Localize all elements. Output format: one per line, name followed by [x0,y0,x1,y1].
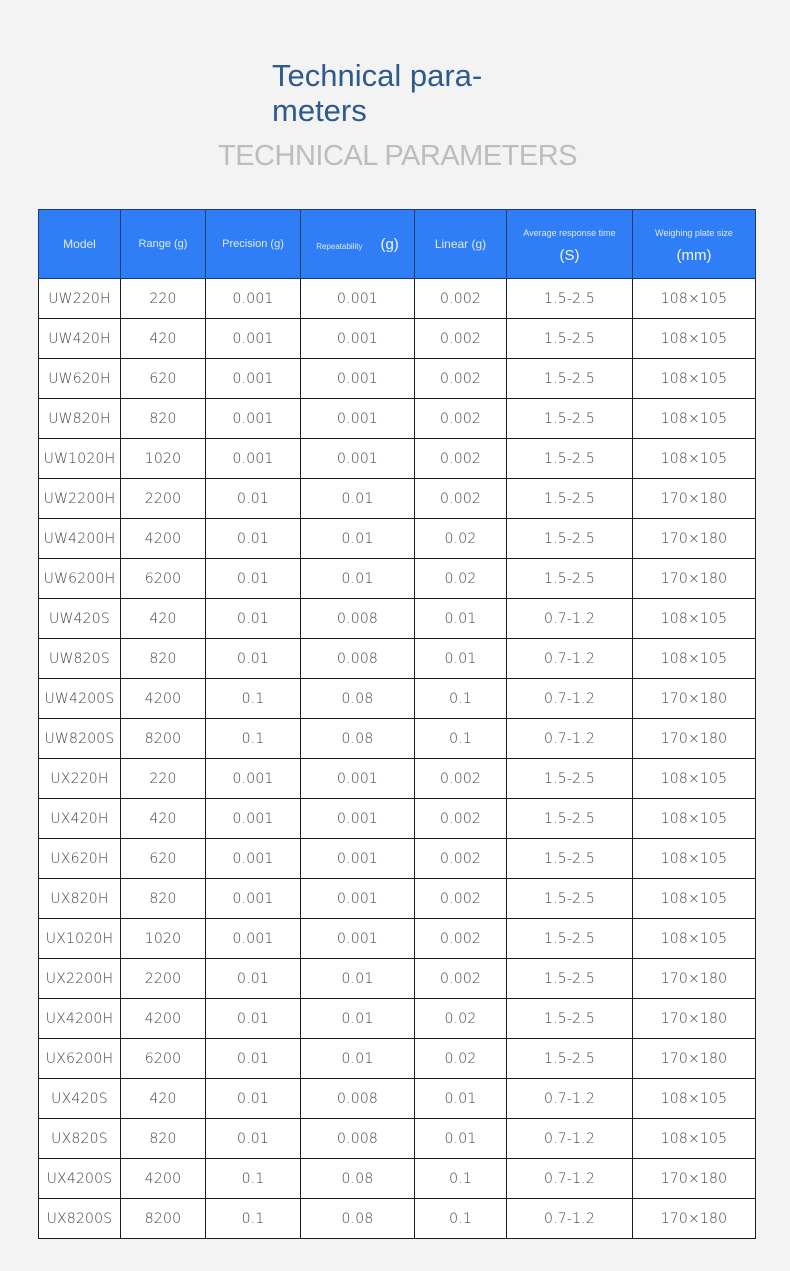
cell-range: 2200 [121,959,206,999]
cell-precision: 0.001 [206,399,301,439]
cell-plate-size: 108×105 [633,399,756,439]
table-row [39,319,756,359]
table-row [39,599,756,639]
header-plate-size-unit: (mm) [676,246,712,264]
cell-repeatability: 0.01 [301,479,415,519]
cell-linear: 0.01 [415,599,507,639]
cell-response-time: 0.7-1.2 [507,1199,633,1239]
cell-linear: 0.1 [415,1199,507,1239]
table-row [39,639,756,679]
cell-range: 420 [121,599,206,639]
table-row [39,559,756,599]
table-row [39,799,756,839]
cell-response-time: 0.7-1.2 [507,1079,633,1119]
table-row [39,1039,756,1079]
table-row [39,679,756,719]
cell-plate-size: 108×105 [633,279,756,319]
cell-linear: 0.002 [415,839,507,879]
cell-model: UX620H [39,839,121,879]
header-response-time-unit: (S) [559,246,580,264]
cell-linear: 0.002 [415,879,507,919]
table-row [39,719,756,759]
cell-plate-size: 108×105 [633,1119,756,1159]
cell-model: UW420H [39,319,121,359]
cell-repeatability: 0.001 [301,839,415,879]
cell-range: 1020 [121,919,206,959]
cell-model: UX8200S [39,1199,121,1239]
cell-model: UW420S [39,599,121,639]
cell-repeatability: 0.008 [301,599,415,639]
cell-precision: 0.01 [206,639,301,679]
header-plate-size-label: Weighing plate size [655,227,733,238]
cell-repeatability: 0.008 [301,1119,415,1159]
table-row [39,279,756,319]
cell-precision: 0.001 [206,759,301,799]
cell-response-time: 0.7-1.2 [507,599,633,639]
table-row [39,1079,756,1119]
cell-model: UX1020H [39,919,121,959]
cell-plate-size: 170×180 [633,479,756,519]
cell-range: 820 [121,399,206,439]
header-response-time [507,210,633,279]
cell-linear: 0.002 [415,359,507,399]
cell-repeatability: 0.08 [301,679,415,719]
cell-plate-size: 108×105 [633,839,756,879]
cell-model: UW1020H [39,439,121,479]
cell-precision: 0.001 [206,439,301,479]
cell-precision: 0.1 [206,1159,301,1199]
table-row [39,959,756,999]
cell-linear: 0.1 [415,1159,507,1199]
page-title [272,58,532,128]
cell-precision: 0.001 [206,839,301,879]
header-response-time-label: Average response time [523,227,616,238]
cell-linear: 0.002 [415,919,507,959]
cell-range: 420 [121,1079,206,1119]
cell-linear: 0.01 [415,1119,507,1159]
table-row [39,439,756,479]
cell-precision: 0.001 [206,279,301,319]
cell-precision: 0.01 [206,999,301,1039]
cell-model: UW820H [39,399,121,439]
cell-plate-size: 170×180 [633,1199,756,1239]
cell-range: 4200 [121,1159,206,1199]
table-body [39,279,756,1239]
cell-linear: 0.002 [415,279,507,319]
cell-repeatability: 0.001 [301,919,415,959]
cell-response-time: 1.5-2.5 [507,359,633,399]
cell-range: 620 [121,359,206,399]
cell-model: UX4200S [39,1159,121,1199]
cell-precision: 0.01 [206,959,301,999]
cell-precision: 0.001 [206,919,301,959]
cell-precision: 0.1 [206,1199,301,1239]
cell-response-time: 1.5-2.5 [507,439,633,479]
cell-range: 820 [121,1119,206,1159]
cell-linear: 0.002 [415,399,507,439]
cell-response-time: 1.5-2.5 [507,519,633,559]
cell-range: 4200 [121,519,206,559]
header-repeatability-unit: (g) [380,235,399,253]
cell-model: UW8200S [39,719,121,759]
cell-range: 820 [121,879,206,919]
cell-response-time: 1.5-2.5 [507,479,633,519]
cell-model: UX220H [39,759,121,799]
header-model-label: Model [63,237,96,251]
cell-plate-size: 170×180 [633,1039,756,1079]
table-row [39,1119,756,1159]
cell-plate-size: 108×105 [633,879,756,919]
page-title-line-1: Technical para- [272,58,483,93]
cell-model: UX2200H [39,959,121,999]
cell-plate-size: 108×105 [633,599,756,639]
table-row [39,919,756,959]
cell-model: UX4200H [39,999,121,1039]
table-row [39,519,756,559]
table-row [39,999,756,1039]
cell-repeatability: 0.01 [301,519,415,559]
cell-plate-size: 170×180 [633,959,756,999]
cell-precision: 0.1 [206,679,301,719]
table-header [39,210,756,279]
cell-range: 8200 [121,719,206,759]
cell-precision: 0.01 [206,1079,301,1119]
cell-repeatability: 0.001 [301,359,415,399]
cell-precision: 0.001 [206,799,301,839]
cell-repeatability: 0.08 [301,1199,415,1239]
cell-plate-size: 170×180 [633,559,756,599]
header-repeatability-label: Repeatability [316,241,363,251]
cell-model: UX6200H [39,1039,121,1079]
cell-precision: 0.01 [206,479,301,519]
cell-response-time: 1.5-2.5 [507,959,633,999]
cell-linear: 0.02 [415,999,507,1039]
cell-linear: 0.01 [415,1079,507,1119]
header-repeatability [301,210,415,279]
cell-plate-size: 170×180 [633,999,756,1039]
cell-range: 2200 [121,479,206,519]
cell-repeatability: 0.08 [301,719,415,759]
cell-model: UX420S [39,1079,121,1119]
cell-repeatability: 0.001 [301,319,415,359]
header-model [39,210,121,279]
table-row [39,359,756,399]
cell-model: UW2200H [39,479,121,519]
cell-response-time: 0.7-1.2 [507,639,633,679]
header-range-label: Range (g) [138,238,188,250]
cell-plate-size: 108×105 [633,919,756,959]
cell-response-time: 0.7-1.2 [507,1159,633,1199]
cell-response-time: 1.5-2.5 [507,559,633,599]
page-title-line-2: meters [272,93,367,128]
cell-range: 6200 [121,1039,206,1079]
cell-repeatability: 0.001 [301,279,415,319]
cell-model: UW4200H [39,519,121,559]
cell-plate-size: 170×180 [633,719,756,759]
cell-plate-size: 108×105 [633,639,756,679]
cell-range: 420 [121,799,206,839]
cell-repeatability: 0.01 [301,959,415,999]
cell-range: 420 [121,319,206,359]
cell-repeatability: 0.001 [301,399,415,439]
header-row [39,210,756,279]
parameters-table [38,209,756,1239]
cell-plate-size: 108×105 [633,319,756,359]
table-row [39,1199,756,1239]
cell-model: UW220H [39,279,121,319]
cell-plate-size: 170×180 [633,679,756,719]
header-precision [206,210,301,279]
page-subtitle: TECHNICAL PARAMETERS [218,140,577,172]
cell-precision: 0.01 [206,519,301,559]
cell-linear: 0.1 [415,679,507,719]
table-row [39,879,756,919]
cell-linear: 0.002 [415,759,507,799]
cell-model: UW4200S [39,679,121,719]
cell-repeatability: 0.008 [301,639,415,679]
cell-repeatability: 0.08 [301,1159,415,1199]
cell-plate-size: 108×105 [633,1079,756,1119]
cell-range: 1020 [121,439,206,479]
cell-precision: 0.001 [206,879,301,919]
cell-response-time: 0.7-1.2 [507,1119,633,1159]
cell-range: 4200 [121,999,206,1039]
cell-response-time: 1.5-2.5 [507,399,633,439]
cell-model: UW820S [39,639,121,679]
header-plate-size [633,210,756,279]
cell-linear: 0.01 [415,639,507,679]
cell-linear: 0.002 [415,959,507,999]
cell-repeatability: 0.001 [301,799,415,839]
cell-range: 4200 [121,679,206,719]
cell-precision: 0.01 [206,559,301,599]
cell-precision: 0.01 [206,1119,301,1159]
cell-model: UW620H [39,359,121,399]
header-precision-label: Precision (g) [222,238,284,250]
table-row [39,839,756,879]
cell-range: 820 [121,639,206,679]
table-row [39,1159,756,1199]
cell-plate-size: 108×105 [633,799,756,839]
cell-response-time: 1.5-2.5 [507,319,633,359]
cell-response-time: 1.5-2.5 [507,999,633,1039]
cell-response-time: 1.5-2.5 [507,799,633,839]
cell-linear: 0.002 [415,319,507,359]
cell-linear: 0.02 [415,519,507,559]
cell-range: 8200 [121,1199,206,1239]
cell-plate-size: 108×105 [633,439,756,479]
cell-response-time: 1.5-2.5 [507,759,633,799]
cell-precision: 0.01 [206,599,301,639]
table-row [39,399,756,439]
cell-response-time: 0.7-1.2 [507,679,633,719]
cell-linear: 0.1 [415,719,507,759]
cell-response-time: 0.7-1.2 [507,719,633,759]
cell-plate-size: 108×105 [633,359,756,399]
cell-model: UW6200H [39,559,121,599]
cell-repeatability: 0.001 [301,759,415,799]
cell-response-time: 1.5-2.5 [507,919,633,959]
table-row [39,759,756,799]
table-row [39,479,756,519]
cell-repeatability: 0.01 [301,559,415,599]
cell-range: 220 [121,759,206,799]
cell-precision: 0.01 [206,1039,301,1079]
header-linear-label: Linear (g) [434,237,487,251]
cell-range: 6200 [121,559,206,599]
cell-repeatability: 0.001 [301,879,415,919]
cell-response-time: 1.5-2.5 [507,1039,633,1079]
cell-linear: 0.002 [415,439,507,479]
cell-plate-size: 108×105 [633,759,756,799]
cell-repeatability: 0.01 [301,1039,415,1079]
cell-linear: 0.002 [415,799,507,839]
cell-linear: 0.02 [415,1039,507,1079]
cell-repeatability: 0.01 [301,999,415,1039]
header-linear [415,210,507,279]
cell-precision: 0.1 [206,719,301,759]
cell-model: UX820H [39,879,121,919]
cell-plate-size: 170×180 [633,519,756,559]
cell-precision: 0.001 [206,319,301,359]
cell-linear: 0.02 [415,559,507,599]
cell-repeatability: 0.001 [301,439,415,479]
cell-range: 220 [121,279,206,319]
cell-plate-size: 170×180 [633,1159,756,1199]
cell-model: UX820S [39,1119,121,1159]
cell-model: UX420H [39,799,121,839]
header-range [121,210,206,279]
cell-response-time: 1.5-2.5 [507,879,633,919]
cell-precision: 0.001 [206,359,301,399]
cell-response-time: 1.5-2.5 [507,839,633,879]
cell-linear: 0.002 [415,479,507,519]
cell-repeatability: 0.008 [301,1079,415,1119]
cell-response-time: 1.5-2.5 [507,279,633,319]
cell-range: 620 [121,839,206,879]
